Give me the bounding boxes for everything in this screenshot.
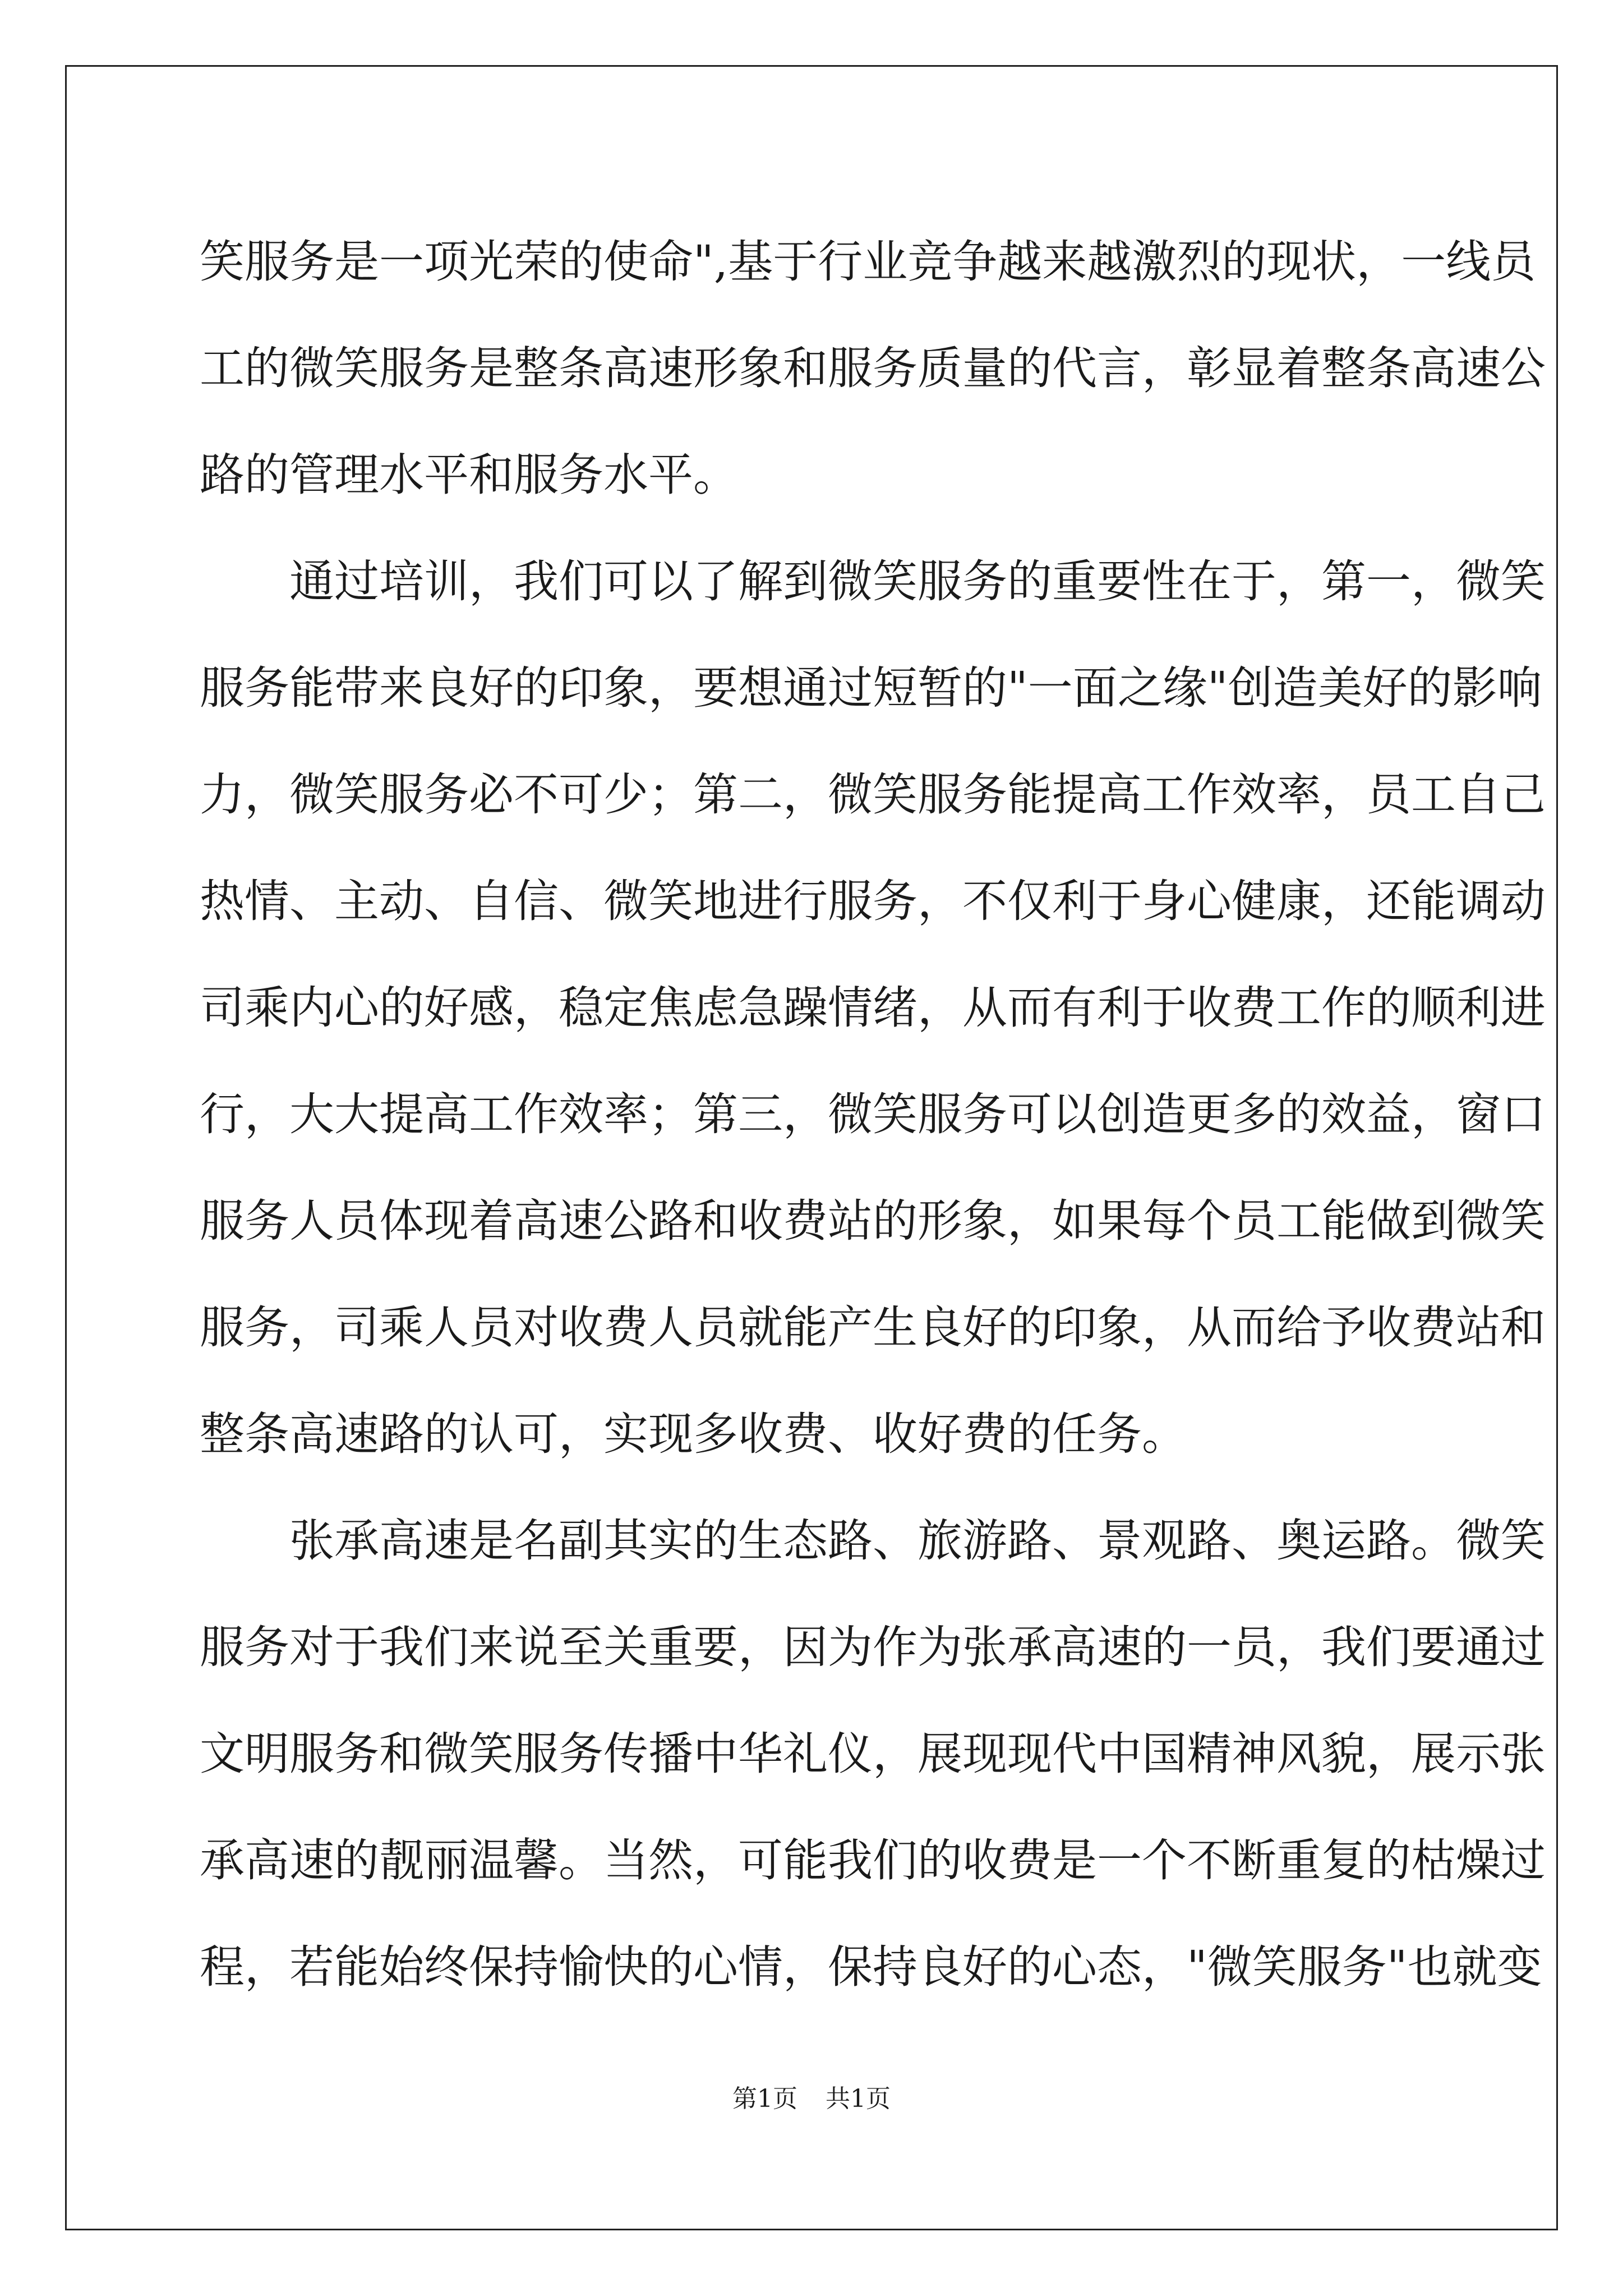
paragraph-line: 路的管理水平和服务水平。	[200, 449, 738, 501]
paragraph-line: 文明服务和微笑服务传播中华礼仪，展现现代中国精神风貌，展示张	[200, 1728, 1546, 1780]
paragraph-line: 通过培训，我们可以了解到微笑服务的重要性在于，第一，微笑	[289, 555, 1546, 608]
paragraph-line: 张承高速是名副其实的生态路、旅游路、景观路、奥运路。微笑	[289, 1515, 1546, 1567]
paragraph-line: 行，大大提高工作效率；第三，微笑服务可以创造更多的效益，窗口	[200, 1088, 1546, 1140]
paragraph-line: 程，若能始终保持愉快的心情，保持良好的心态，"微笑服务"也就变	[200, 1941, 1542, 1993]
paragraph-line: 承高速的靓丽温馨。当然，可能我们的收费是一个不断重复的枯燥过	[200, 1834, 1546, 1887]
paragraph-line: 工的微笑服务是整条高速形象和服务质量的代言，彰显着整条高速公	[200, 342, 1546, 394]
paragraph-line: 笑服务是一项光荣的使命",基于行业竞争越来越激烈的现状，一线员	[200, 236, 1536, 288]
paragraph-line: 服务，司乘人员对收费人员就能产生良好的印象，从而给予收费站和	[200, 1301, 1546, 1354]
paragraph-line: 力，微笑服务必不可少；第二，微笑服务能提高工作效率，员工自己	[200, 769, 1546, 821]
paragraph-line: 服务能带来良好的印象，要想通过短暂的"一面之缘"创造美好的影响	[200, 662, 1542, 714]
document-body	[200, 209, 1546, 2021]
paragraph-line: 服务对于我们来说至关重要，因为作为张承高速的一员，我们要通过	[200, 1621, 1546, 1673]
page-total: 共1页	[826, 2085, 891, 2113]
page-number: 第1页	[732, 2085, 797, 2113]
paragraph-line: 司乘内心的好感，稳定焦虑急躁情绪，从而有利于收费工作的顺利进	[200, 982, 1546, 1034]
paragraph-line: 服务人员体现着高速公路和收费站的形象，如果每个员工能做到微笑	[200, 1195, 1546, 1247]
paragraph-line: 热情、主动、自信、微笑地进行服务，不仅利于身心健康，还能调动	[200, 875, 1546, 927]
paragraph-line: 整条高速路的认可，实现多收费、收好费的任务。	[200, 1408, 1187, 1460]
page-footer	[0, 2082, 1623, 2116]
